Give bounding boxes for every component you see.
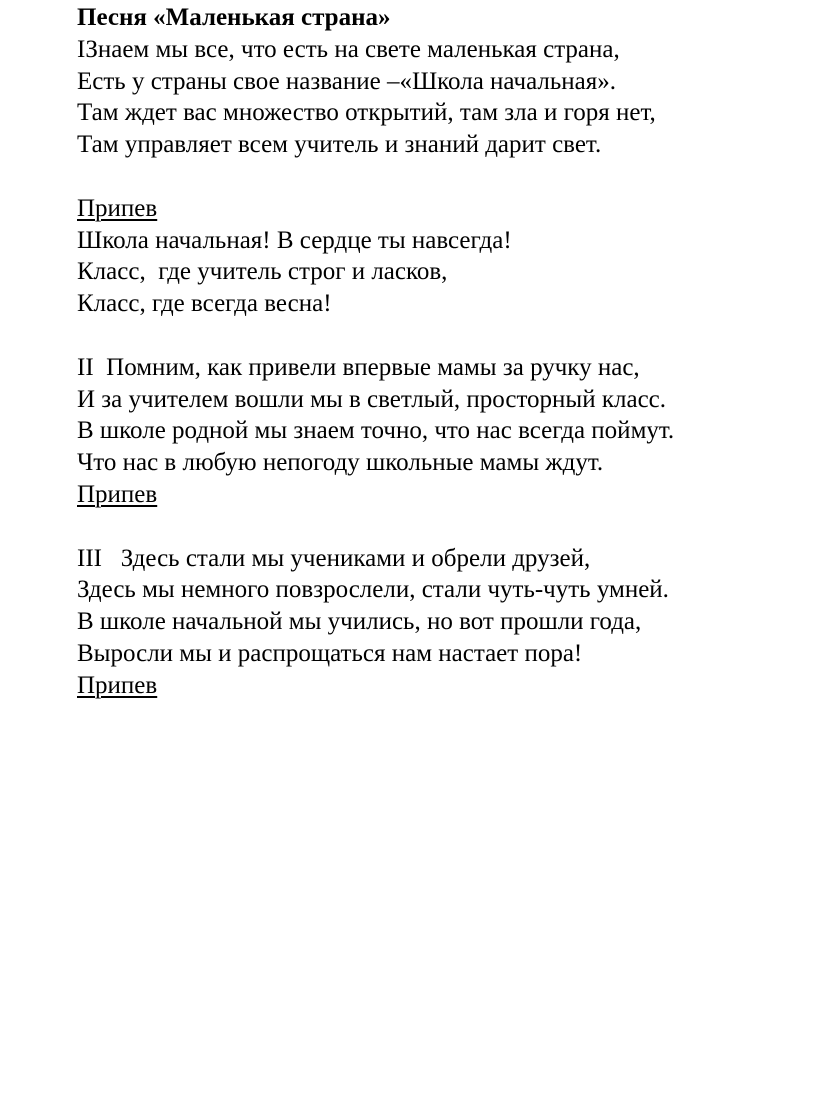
verse-line: Там ждет вас множество открытий, там зла и горя нет,	[77, 99, 656, 127]
chorus-line: Класс, где учитель строг и ласков,	[77, 258, 448, 286]
verse-line: III Здесь стали мы учениками и обрели друзей,	[77, 544, 591, 572]
stanza-gap	[77, 511, 797, 543]
chorus	[77, 225, 797, 320]
chorus-label: Припев	[77, 480, 158, 508]
verse-line: Здесь мы немного повзрослели, стали чуть-чуть умней.	[77, 576, 669, 604]
stanza-gap	[77, 161, 797, 193]
chorus-line: Класс, где всегда весна!	[77, 290, 332, 318]
verse-3	[77, 543, 797, 670]
verse-line: IЗнаем мы все, что есть на свете маленькая страна,	[77, 35, 620, 63]
verse-line: Что нас в любую непогоду школьные мамы ждут.	[77, 449, 604, 477]
verse-line: И за учителем вошли мы в светлый, просторный класс.	[77, 385, 667, 413]
verse-1	[77, 34, 797, 161]
song-page	[77, 0, 797, 702]
chorus-line: Школа начальная! В сердце ты навсегда!	[77, 226, 512, 254]
verse-line: Есть у страны свое название –«Школа начальная».	[77, 67, 617, 95]
verse-line: В школе родной мы знаем точно, что нас всегда поймут.	[77, 417, 675, 445]
chorus-label: Припев	[77, 671, 158, 699]
verse-line: Выросли мы и распрощаться нам настает пора!	[77, 639, 583, 667]
chorus-label: Припев	[77, 194, 158, 222]
verse-line: II Помним, как привели впервые мамы за ручку нас,	[77, 353, 640, 381]
verse-line: В школе начальной мы учились, но вот прошли года,	[77, 608, 642, 636]
verse-2	[77, 352, 797, 479]
verse-line: Там управляет всем учитель и знаний дарит свет.	[77, 131, 602, 159]
song-title: Песня «Маленькая страна»	[77, 4, 391, 31]
stanza-gap	[77, 320, 797, 352]
